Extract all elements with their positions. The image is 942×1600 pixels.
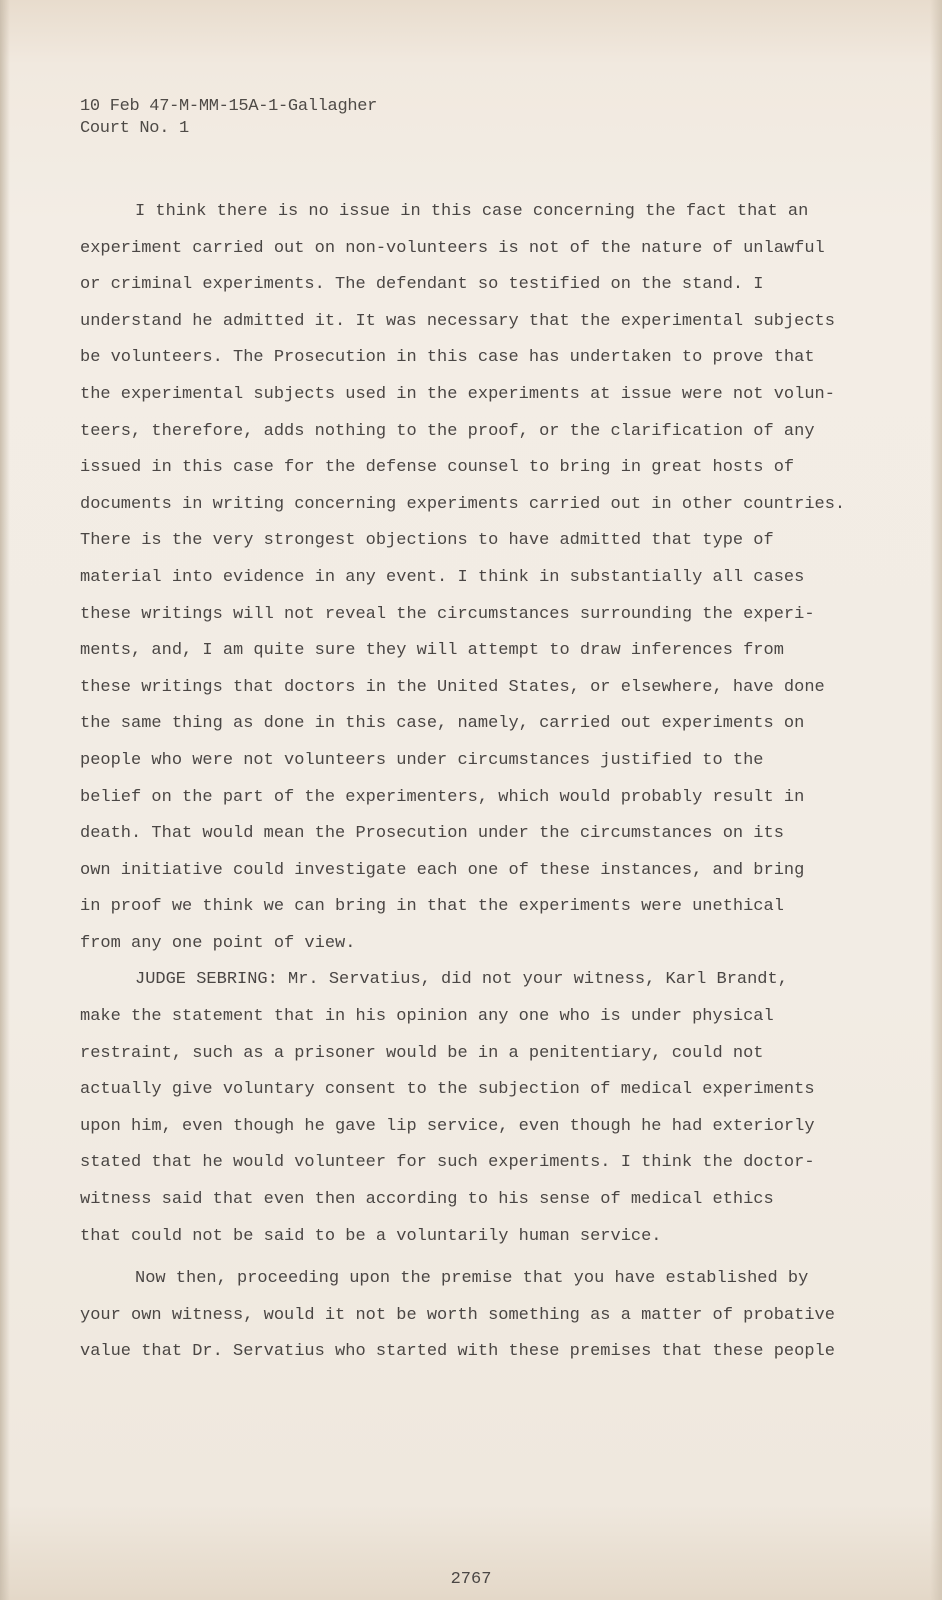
body-line: material into evidence in any event. I think in substantially all cases xyxy=(80,567,805,587)
body-line: be volunteers. The Prosecution in this case has undertaken to prove that xyxy=(80,348,815,368)
body-line: own initiative could investigate each one of these instances, and bring xyxy=(80,860,805,880)
body-line: witness said that even then according to his sense of medical ethics xyxy=(80,1190,774,1210)
body-line: Now then, proceeding upon the premise that you have established by xyxy=(135,1269,809,1289)
body-line: these writings that doctors in the United States, or elsewhere, have done xyxy=(80,677,825,697)
body-line: the experimental subjects used in the experiments at issue were not volun- xyxy=(80,384,835,404)
transcript-body xyxy=(80,194,870,1371)
body-line: death. That would mean the Prosecution under the circumstances on its xyxy=(80,824,784,844)
body-line: these writings will not reveal the circumstances surrounding the experi- xyxy=(80,604,815,624)
body-line: value that Dr. Servatius who started with these premises that these people xyxy=(80,1342,835,1362)
document-header xyxy=(80,96,377,140)
body-line: belief on the part of the experimenters, which would probably result in xyxy=(80,787,805,807)
body-line: JUDGE SEBRING: Mr. Servatius, did not your witness, Karl Brandt, xyxy=(135,970,788,990)
body-line: your own witness, would it not be worth something as a matter of probative xyxy=(80,1305,835,1325)
body-line: restraint, such as a prisoner would be in a penitentiary, could not xyxy=(80,1043,764,1063)
body-line: issued in this case for the defense counsel to bring in great hosts of xyxy=(80,458,795,478)
body-line: upon him, even though he gave lip service, even though he had exteriorly xyxy=(80,1116,815,1136)
body-line: documents in writing concerning experiments carried out in other countries. xyxy=(80,494,846,514)
body-line: There is the very strongest objections to have admitted that type of xyxy=(80,531,774,551)
body-line: the same thing as done in this case, namely, carried out experiments on xyxy=(80,714,805,734)
body-line: teers, therefore, adds nothing to the proof, or the clarification of any xyxy=(80,421,815,441)
page-number: 2767 xyxy=(450,1570,492,1589)
header-court: Court No. 1 xyxy=(80,119,189,138)
body-line: stated that he would volunteer for such experiments. I think the doctor- xyxy=(80,1153,815,1173)
body-line: ments, and, I am quite sure they will attempt to draw inferences from xyxy=(80,641,784,661)
body-line: actually give voluntary consent to the subjection of medical experiments xyxy=(80,1080,815,1100)
body-line: make the statement that in his opinion any one who is under physical xyxy=(80,1007,774,1027)
body-line: from any one point of view. xyxy=(80,933,356,953)
header-reference: 10 Feb 47-M-MM-15A-1-Gallagher xyxy=(80,97,378,116)
body-line: people who were not volunteers under circumstances justified to the xyxy=(80,750,764,770)
body-line: I think there is no issue in this case concerning the fact that an xyxy=(135,202,809,221)
body-line: experiment carried out on non-volunteers is not of the nature of unlawful xyxy=(80,238,825,258)
body-line: that could not be said to be a voluntarily human service. xyxy=(80,1226,662,1246)
body-line: in proof we think we can bring in that the experiments were unethical xyxy=(80,897,784,917)
body-line: or criminal experiments. The defendant so testified on the stand. I xyxy=(80,275,764,295)
body-line: understand he admitted it. It was necessary that the experimental subjects xyxy=(80,311,835,331)
